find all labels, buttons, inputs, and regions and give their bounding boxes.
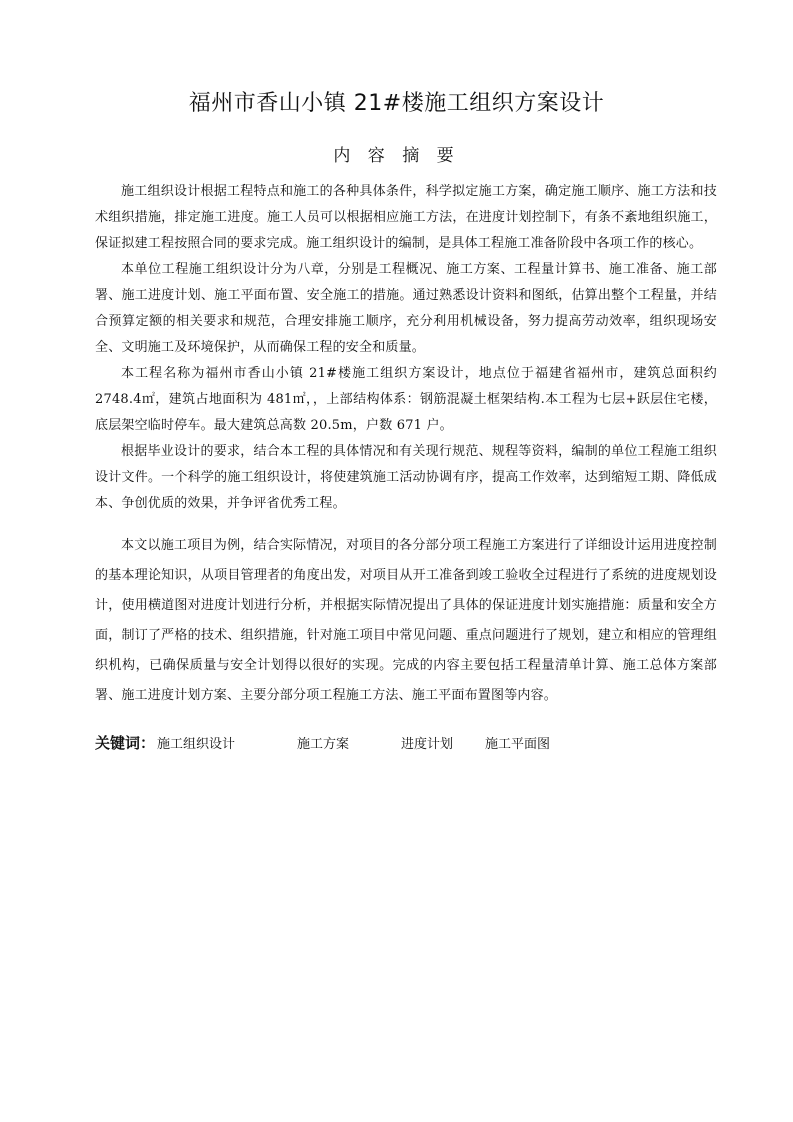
abstract-paragraph-5: 本文以施工项目为例，结合实际情况，对项目的各分部分项工程施工方案进行了详细设计运用进度控制的基本理论知识，从项目管理者的角度出发，对项目从开工准备到竣工验收全过程进行了系统的进度规划设计，使用横道图对进度计划进行分析，并根据实际情况提出了具体的保证进度计划实施措施：质量和安全方面，制订了严格的技术、组织措施，针对施工项目中常见问题、重点问题进行了规划，建立和相应的管理组织机构，已确保质量与安全计划得以很好的实现。完成的内容主要包括工程量清单计算、施工总体方案部署、施工进度计划方案、主要分部分项工程施工方法、施工平面布置图等内容。 <box>95 538 717 703</box>
abstract-paragraph-2: 本单位工程施工组织设计分为八章，分别是工程概况、施工方案、工程量计算书、施工准备、施工部署、施工进度计划、施工平面布置、安全施工的措施。通过熟悉设计资料和图纸，估算出整个工程量，并结合预算定额的相关要求和规范，合理安排施工顺序，充分利用机械设备，努力提高劳动效率，组织现场安全、文明施工及环境保护，从而确保工程的安全和质量。 <box>95 262 717 355</box>
abstract-paragraph-3: 本工程名称为福州市香山小镇 21#楼施工组织方案设计，地点位于福建省福州市，建筑总面积约 2748.4㎡，建筑占地面积为 481㎡，，上部结构体系：钢筋混凝土框架结构.本工程为七层+跃层住宅楼，底层架空临时停车。最大建筑总高数 20.5m，户数 671 户。 <box>95 366 717 433</box>
keyword-item: 施工组织设计 <box>157 737 236 752</box>
abstract-heading: 内 容 摘 要 <box>333 146 460 166</box>
abstract-paragraph-1: 施工组织设计根据工程特点和施工的各种具体条件，科学拟定施工方案，确定施工顺序、施工方法和技术组织措施，排定施工进度。施工人员可以根据相应施工方法，在进度计划控制下，有条不紊地组织施工，保证拟建工程按照合同的要求完成。施工组织设计的编制，是具体工程施工准备阶段中各项工作的核心。 <box>95 184 717 251</box>
keywords-line <box>95 731 717 757</box>
keywords-label: 关键词： <box>95 734 156 752</box>
keyword-item: 施工方案 <box>297 737 350 752</box>
document-title: 福州市香山小镇 21#楼施工组织方案设计 <box>188 91 605 116</box>
abstract-body <box>95 179 717 711</box>
abstract-paragraph-4: 根据毕业设计的要求，结合本工程的具体情况和有关现行规范、规程等资料，编制的单位工程施工组织设计文件。一个科学的施工组织设计，将使建筑施工活动协调有序，提高工作效率，达到缩短工期、降低成本、争创优质的效果，并争评省优秀工程。 <box>95 444 717 511</box>
keyword-item: 施工平面图 <box>485 737 551 752</box>
keyword-item: 进度计划 <box>401 737 454 752</box>
